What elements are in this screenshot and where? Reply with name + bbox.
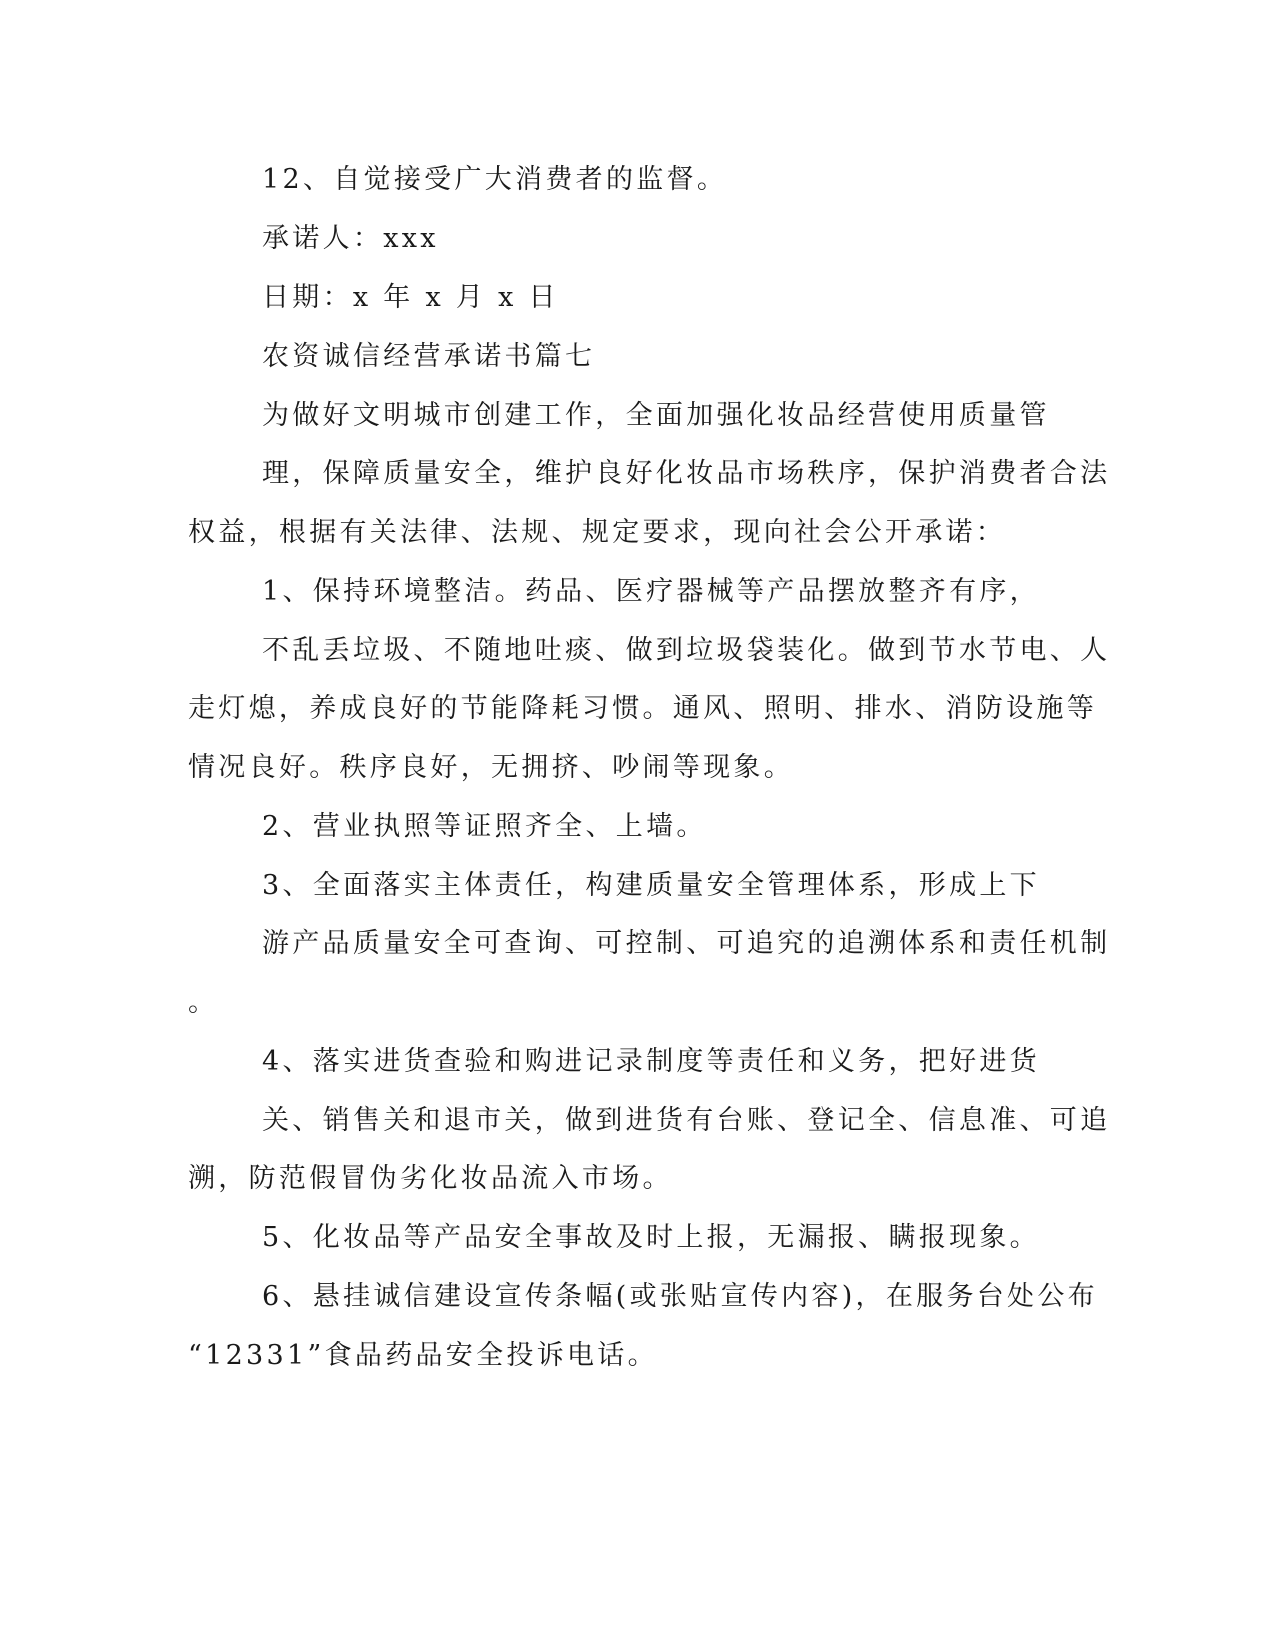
text-line-item-1a: 1、保持环境整洁。药品、医疗器械等产品摆放整齐有序， bbox=[262, 576, 1040, 607]
text-line-promisor: 承诺人：xxx bbox=[262, 223, 439, 254]
section-heading: 农资诚信经营承诺书篇七 bbox=[262, 341, 596, 372]
text-line-item-3c: 。 bbox=[188, 987, 219, 1018]
text-line-intro-2: 理，保障质量安全，维护良好化妆品市场秩序，保护消费者合法 bbox=[262, 458, 1111, 489]
text-line-item-1c: 走灯熄，养成良好的节能降耗习惯。通风、照明、排水、消防设施等 bbox=[188, 693, 1097, 724]
text-line-item-5: 5、化妆品等产品安全事故及时上报，无漏报、瞒报现象。 bbox=[262, 1222, 1040, 1253]
text-line-date: 日期：x 年 x 月 x 日 bbox=[262, 282, 559, 313]
text-line-item-3b: 游产品质量安全可查询、可控制、可追究的追溯体系和责任机制 bbox=[262, 928, 1111, 959]
text-line-item-12: 12、自觉接受广大消费者的监督。 bbox=[262, 164, 728, 195]
text-line-intro-1: 为做好文明城市创建工作，全面加强化妆品经营使用质量管 bbox=[262, 400, 1050, 431]
text-line-item-1b: 不乱丢垃圾、不随地吐痰、做到垃圾袋装化。做到节水节电、人 bbox=[262, 635, 1111, 666]
text-line-item-4c: 溯，防范假冒伪劣化妆品流入市场。 bbox=[188, 1163, 673, 1194]
text-line-item-4a: 4、落实进货查验和购进记录制度等责任和义务，把好进货 bbox=[262, 1046, 1040, 1077]
text-line-item-6a: 6、悬挂诚信建设宣传条幅(或张贴宣传内容)，在服务台处公布 bbox=[262, 1281, 1098, 1312]
text-line-item-6b: “12331”食品药品安全投诉电话。 bbox=[188, 1340, 658, 1371]
text-line-item-2: 2、营业执照等证照齐全、上墙。 bbox=[262, 811, 707, 842]
text-line-item-4b: 关、销售关和退市关，做到进货有台账、登记全、信息准、可追 bbox=[262, 1105, 1111, 1136]
text-line-intro-3: 权益，根据有关法律、法规、规定要求，现向社会公开承诺： bbox=[188, 517, 1007, 548]
text-line-item-1d: 情况良好。秩序良好，无拥挤、吵闹等现象。 bbox=[188, 752, 794, 783]
text-line-item-3a: 3、全面落实主体责任，构建质量安全管理体系，形成上下 bbox=[262, 870, 1040, 901]
